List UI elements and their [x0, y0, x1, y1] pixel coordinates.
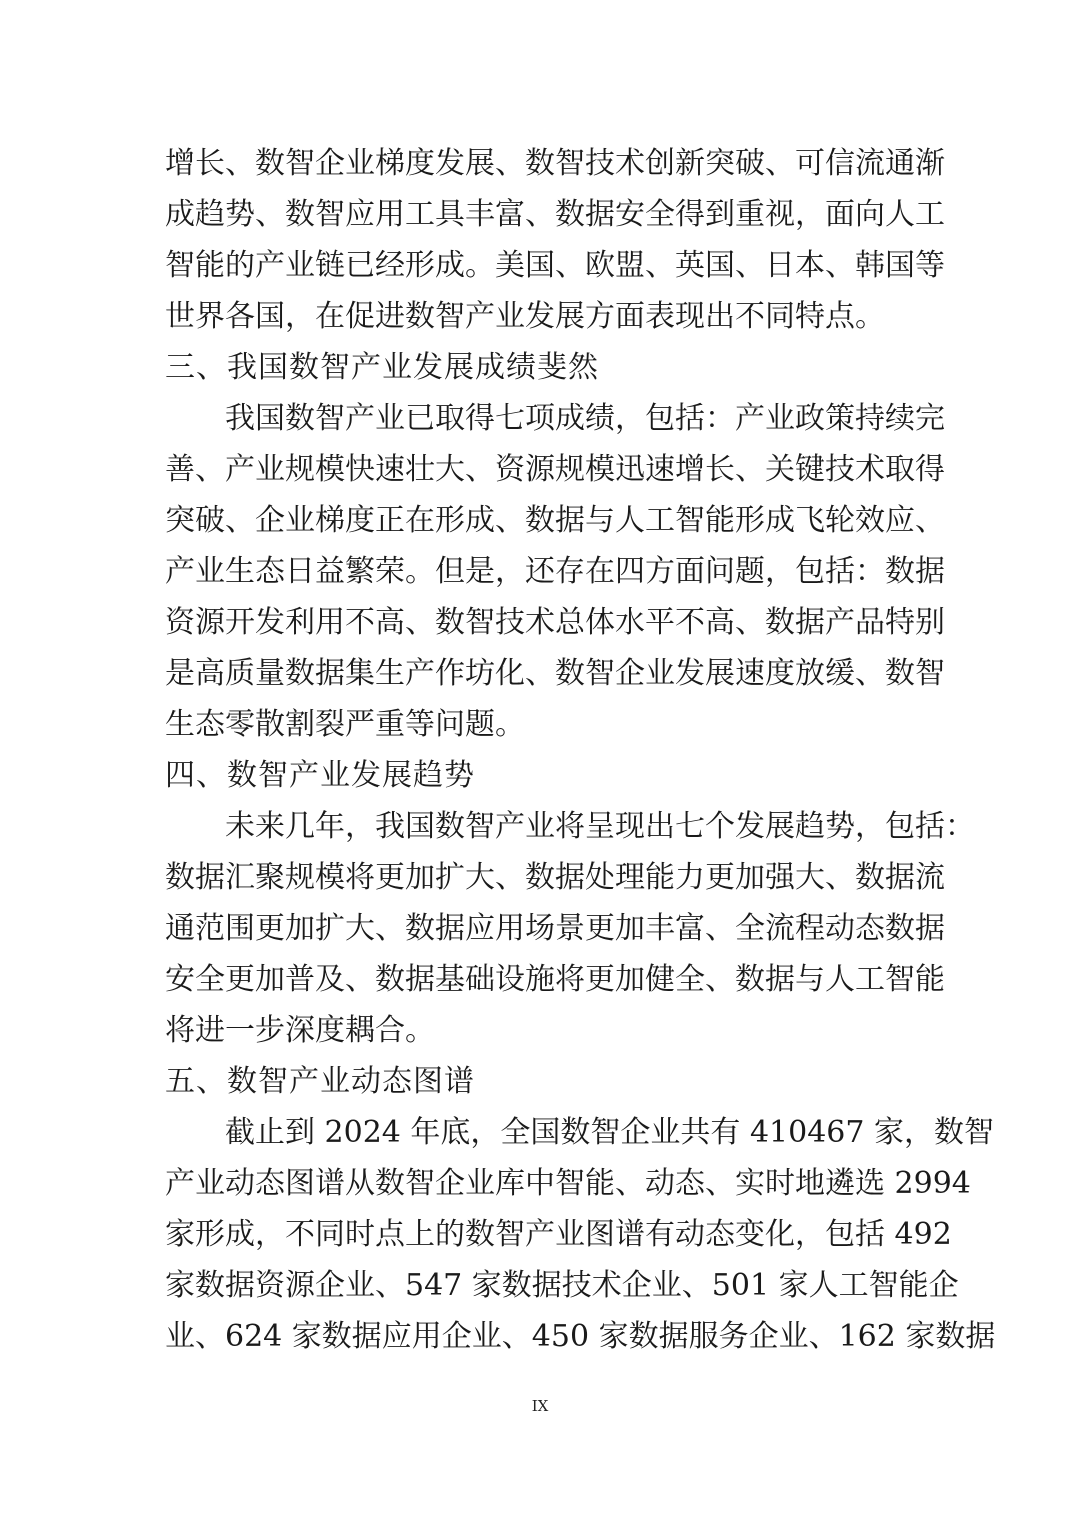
- paragraph-line: 资源开发利用不高、数智技术总体水平不高、数据产品特别: [165, 605, 945, 640]
- paragraph-line: 突破、企业梯度正在形成、数据与人工智能形成飞轮效应、: [165, 503, 945, 538]
- paragraph-line: 是高质量数据集生产作坊化、数智企业发展速度放缓、数智: [165, 656, 945, 691]
- paragraph-line: 增长、数智企业梯度发展、数智技术创新突破、可信流通渐: [165, 146, 945, 181]
- section-heading: 三、我国数智产业发展成绩斐然: [165, 350, 599, 385]
- paragraph-line: 业、624 家数据应用企业、450 家数据服务企业、162 家数据: [165, 1319, 996, 1354]
- paragraph-line: 成趋势、数智应用工具丰富、数据安全得到重视，面向人工: [165, 197, 945, 232]
- section-heading: 五、数智产业动态图谱: [165, 1064, 475, 1099]
- paragraph-line: 安全更加普及、数据基础设施将更加健全、数据与人工智能: [165, 962, 945, 997]
- paragraph-line: 截止到 2024 年底，全国数智企业共有 410467 家，数智: [225, 1115, 995, 1150]
- page-number: IX: [531, 1397, 549, 1415]
- document-body: [165, 138, 996, 1362]
- paragraph-line: 将进一步深度耦合。: [165, 1013, 435, 1048]
- paragraph-line: 生态零散割裂严重等问题。: [165, 707, 525, 742]
- paragraph-line: 世界各国，在促进数智产业发展方面表现出不同特点。: [165, 299, 885, 334]
- section-heading: 四、数智产业发展趋势: [165, 758, 475, 793]
- paragraph-line: 家数据资源企业、547 家数据技术企业、501 家人工智能企: [165, 1268, 959, 1303]
- paragraph-line: 智能的产业链已经形成。美国、欧盟、英国、日本、韩国等: [165, 248, 945, 283]
- paragraph-line: 数据汇聚规模将更加扩大、数据处理能力更加强大、数据流: [165, 860, 945, 895]
- paragraph-line: 产业生态日益繁荣。但是，还存在四方面问题，包括：数据: [165, 554, 945, 589]
- paragraph-line: 善、产业规模快速壮大、资源规模迅速增长、关键技术取得: [165, 452, 945, 487]
- paragraph-line: 我国数智产业已取得七项成绩，包括：产业政策持续完: [225, 401, 945, 436]
- paragraph-line: 家形成，不同时点上的数智产业图谱有动态变化，包括 492: [165, 1217, 952, 1252]
- paragraph-line: 未来几年，我国数智产业将呈现出七个发展趋势，包括：: [225, 809, 975, 844]
- paragraph-line: 通范围更加扩大、数据应用场景更加丰富、全流程动态数据: [165, 911, 945, 946]
- paragraph-line: 产业动态图谱从数智企业库中智能、动态、实时地遴选 2994: [165, 1166, 971, 1201]
